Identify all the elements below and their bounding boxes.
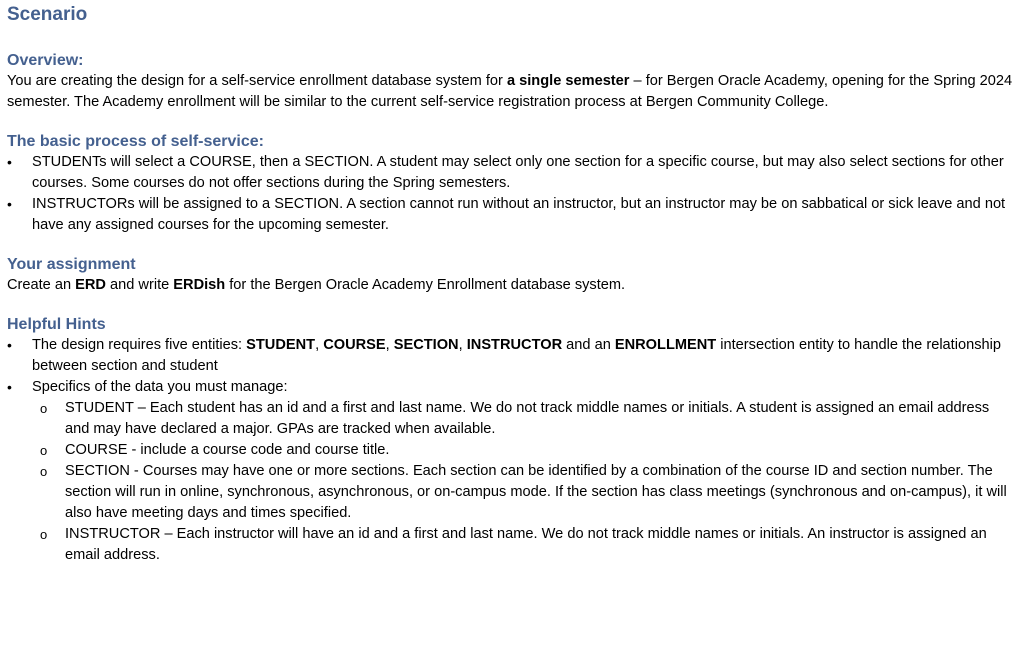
entities-text-part: The design requires five entities: [32,337,247,353]
assignment-section [7,254,1017,296]
entity-enrollment: ENROLLMENT [614,337,717,353]
overview-bold: a single semester [506,73,630,89]
hints-section [7,314,1017,566]
sub-list-item: o SECTION - Courses may have one or more sections. Each section can be identified by a combination of the course ID and section number. The section will run in online, synchronous, asynchronous, or on-campus mode. If the section has class meetings (synchronous and on-campus), it will also have meeting days and times specified. [32,461,1017,524]
entities-separator: and an [562,337,615,353]
basic-process-heading: The basic process of self-service: [7,133,264,150]
hints-heading: Helpful Hints [7,316,106,333]
entities-text-part: intersection entity to handle the relationship between section and student [32,337,1001,374]
assignment-text-part: Create an [7,277,76,293]
entities-separator: , [458,337,467,353]
hints-list [7,335,1017,566]
basic-process-section [7,131,1017,236]
sub-list-item: o STUDENT – Each student has an id and a first and last name. We do not track middle names or initials. A student is assigned an email address and may have declared a major. GPAs are tracked when available. [32,398,1017,440]
entity-instructor: INSTRUCTOR [466,337,563,353]
sub-list-item: o INSTRUCTOR – Each instructor will have an id and a first and last name. We do not track middle names or initials. An instructor is assigned an email address. [32,524,1017,566]
assignment-heading: Your assignment [7,256,136,273]
specifics-label: Specifics of the data you must manage: [32,379,288,395]
entity-course: COURSE [323,337,386,353]
entities-separator: , [315,337,324,353]
overview-text [7,71,1017,113]
assignment-bold-erdish: ERDish [173,277,226,293]
entity-student: STUDENT [246,337,316,353]
assignment-text-part: and write [105,277,174,293]
list-item: • INSTRUCTORs will be assigned to a SECTION. A section cannot run without an instructor, but an instructor may be on sabbatical or sick leave and not have any assigned courses for the upcoming semester. [7,194,1017,236]
overview-text-part: You are creating the design for a self-service enrollment database system for [7,73,507,89]
overview-heading: Overview: [7,52,84,69]
specifics-list [32,398,1017,566]
page-title: Scenario [7,4,88,25]
entities-separator: , [385,337,394,353]
assignment-bold-erd: ERD [75,277,106,293]
assignment-text-part: for the Bergen Oracle Academy Enrollment database system. [225,277,626,293]
basic-process-list [7,152,1017,236]
list-item-entities [7,335,1017,377]
overview-section [7,50,1017,113]
entity-section: SECTION [393,337,459,353]
list-item: • STUDENTs will select a COURSE, then a SECTION. A student may select only one section for a specific course, but may also select sections for other courses. Some courses do not offer sections during the Spring semesters. [7,152,1017,194]
sub-list-item: o COURSE - include a course code and course title. [32,440,1017,461]
overview-text-part: – for Bergen Oracle Academy, opening for the Spring 2024 semester. The Academy enrollment will be similar to the current self-service registration process at Bergen Community College. [7,73,1013,110]
list-item-specifics [7,377,1017,566]
assignment-text [7,275,1017,296]
